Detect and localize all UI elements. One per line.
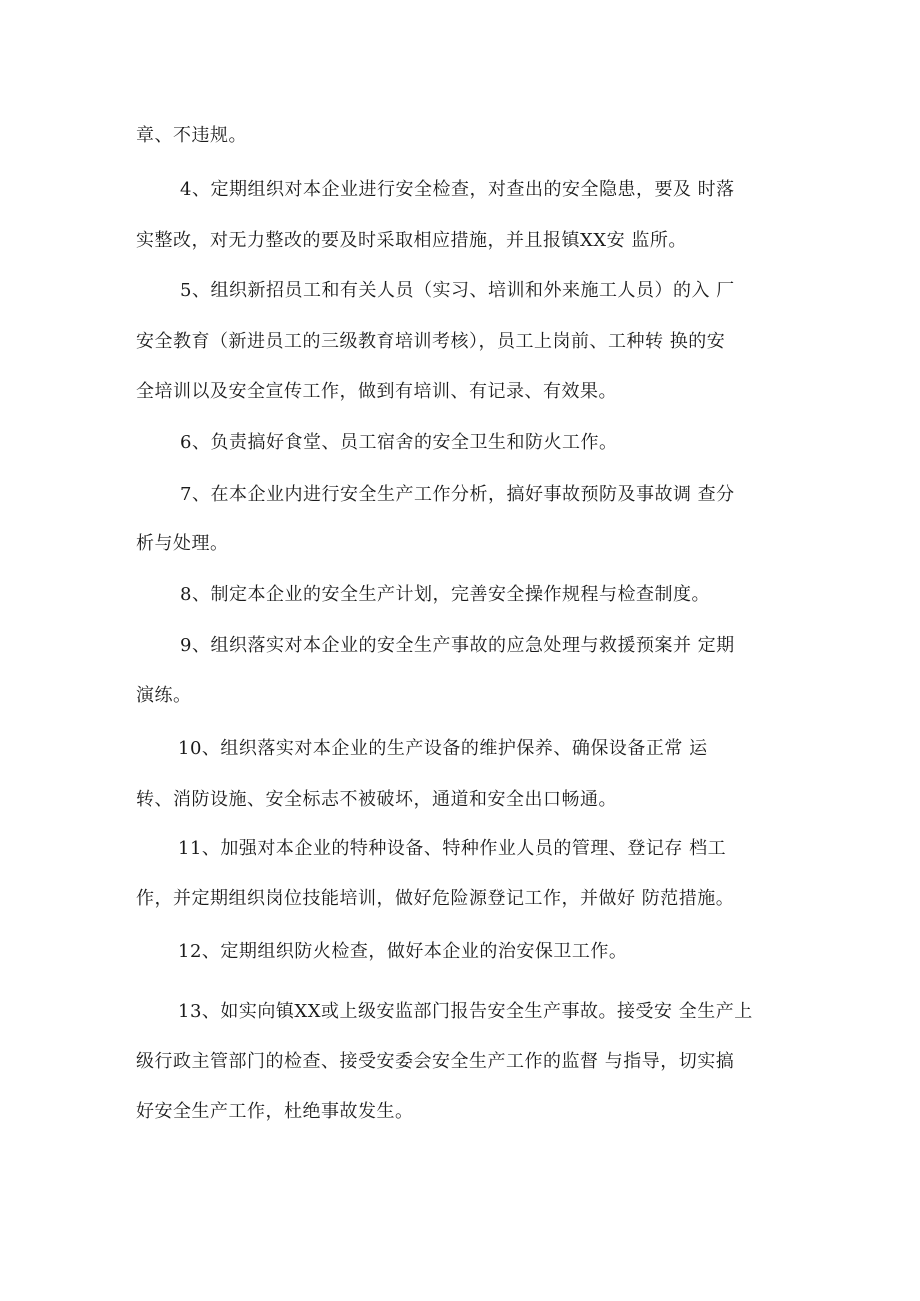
text-line: 安全教育（新进员工的三级教育培训考核），员工上岗前、工种转 换的安 xyxy=(136,331,726,352)
text-line: 章、不违规。 xyxy=(136,125,247,146)
text-line: 转、消防设施、安全标志不被破坏，通道和安全出口畅通。 xyxy=(136,789,617,810)
text-line: 11、加强对本企业的特种设备、特种作业人员的管理、登记存 档工 xyxy=(178,838,727,859)
text-line: 实整改，对无力整改的要及时采取相应措施，并且报镇XX安 监所。 xyxy=(136,230,687,251)
text-line: 级行政主管部门的检查、接受安委会安全生产工作的监督 与指导，切实搞 xyxy=(136,1051,735,1072)
text-line: 9、组织落实对本企业的安全生产事故的应急处理与救援预案并 定期 xyxy=(180,635,735,656)
text-line: 演练。 xyxy=(136,685,192,706)
text-line: 12、定期组织防火检查，做好本企业的治安保卫工作。 xyxy=(178,941,628,962)
text-line: 5、组织新招员工和有关人员（实习、培训和外来施工人员）的入 厂 xyxy=(180,280,735,301)
text-line: 7、在本企业内进行安全生产工作分析，搞好事故预防及事故调 查分 xyxy=(180,484,735,505)
text-line: 作，并定期组织岗位技能培训，做好危险源登记工作，并做好 防范措施。 xyxy=(136,888,735,909)
text-line: 析与处理。 xyxy=(136,533,229,554)
text-line: 8、制定本企业的安全生产计划，完善安全操作规程与检查制度。 xyxy=(180,584,710,605)
text-line: 6、负责搞好食堂、员工宿舍的安全卫生和防火工作。 xyxy=(180,432,618,453)
text-line: 4、定期组织对本企业进行安全检查，对查出的安全隐患，要及 时落 xyxy=(180,179,735,200)
text-line: 10、组织落实对本企业的生产设备的维护保养、确保设备正常 运 xyxy=(178,738,708,759)
text-line: 13、如实向镇XX或上级安监部门报告安全生产事故。接受安 全生产上 xyxy=(178,1001,753,1022)
text-line: 全培训以及安全宣传工作，做到有培训、有记录、有效果。 xyxy=(136,381,617,402)
text-line: 好安全生产工作，杜绝事故发生。 xyxy=(136,1101,414,1122)
